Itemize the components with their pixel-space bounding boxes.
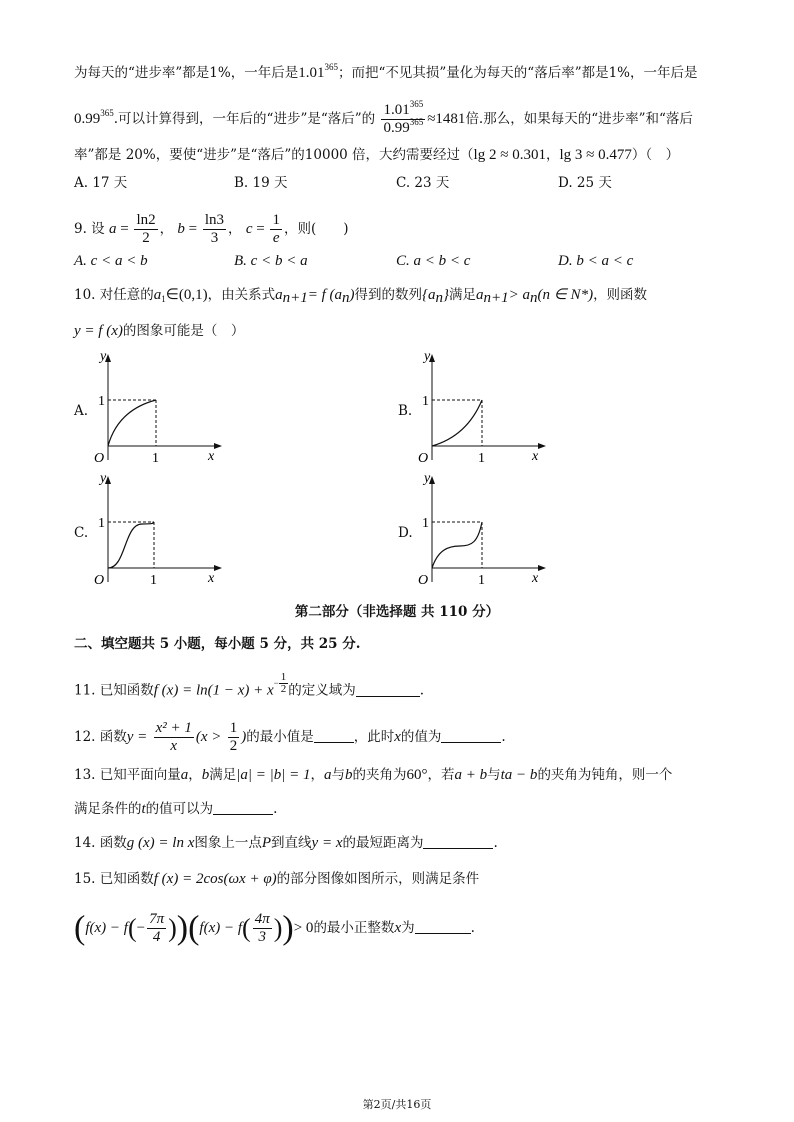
q8-option-c[interactable]: C. 23 天: [396, 175, 450, 191]
q13-line-1: 13. 已知平面向量a，b满足|a| = |b| = 1，a与b的夹角为60°，若a + b与ta − b的夹角为钝角，则一个: [74, 767, 673, 783]
axis-x-label: x: [208, 571, 215, 586]
q12-x-blank[interactable]: [441, 728, 501, 743]
q8-option-b[interactable]: B. 19 天: [234, 175, 288, 191]
q15-line-1: 15. 已知函数f (x) = 2cos(ωx + φ)的部分图像如图所示，则满足条件: [74, 871, 480, 887]
graph-b-label[interactable]: B.: [398, 403, 413, 419]
graph-d-label[interactable]: D.: [398, 525, 413, 541]
q11-answer-blank[interactable]: [356, 682, 420, 697]
lg3-value: lg 3 ≈ 0.477: [559, 147, 632, 163]
fraction-ln3: $\frac{\ln 3}{3}$: [204, 212, 225, 246]
graph-c: [88, 472, 228, 587]
tick-y-1: 1: [98, 516, 105, 531]
math-1-01: 1.01: [298, 65, 325, 81]
q13-line-2: 满足条件的t的值可以为 .: [74, 801, 278, 817]
exponent: 365: [100, 108, 114, 118]
q9-option-c[interactable]: C. a < b < c: [396, 253, 471, 269]
tick-x-1: 1: [478, 451, 485, 466]
q13-answer-blank[interactable]: [213, 800, 273, 815]
q10-line-2: y = f (x)的图象可能是（ ）: [74, 323, 245, 339]
ratio-fraction: $\frac{1.01^{365}}{0.99^{365}}$: [383, 99, 424, 136]
fraction-ln2: $\frac{\ln 2}{2}$: [136, 212, 156, 246]
exponent: 365: [324, 62, 338, 72]
q8-line-3: 率”都是 20%，要使“进步”是“落后”的10000 倍，大约需要经过（lg 2 ≈ 0.301，lg 3 ≈ 0.477）（ ）: [74, 147, 680, 163]
text: ，则( ): [283, 221, 349, 237]
text: 为每天的“进步率”都是1%，一年后是: [74, 65, 299, 81]
fraction-1e: $\frac{1}{e}$: [272, 212, 280, 246]
math-0-99: 0.99: [74, 111, 101, 127]
axis-x-label: x: [532, 571, 539, 586]
q10-line-1: 10. 对任意的$a_1\in(0,1)$，由关系式$a_{n+1}= f$ $(a_n)$得到的数列$\{a_n\}$满足$a_{n+1}> a_n(n$ ∈ N*)，则函数: [74, 287, 648, 306]
part-two-heading: 第二部分（非选择题 共 110 分）: [294, 604, 500, 620]
axis-x-label: x: [208, 449, 215, 464]
q8-option-d[interactable]: D. 25 天: [558, 175, 612, 191]
q12-line: 12. 函数y = $\frac{\text{x² + 1}}{x}$ (x > $\frac{1}{2}$ )的最小值是 ，此时x的值为 .: [74, 720, 506, 754]
tick-y-1: 1: [422, 516, 429, 531]
tick-x-1: 1: [150, 573, 157, 588]
section-two-heading: 二、填空题共 5 小题，每小题 5 分，共 25 分.: [74, 636, 361, 652]
page-footer: 第2页/共16页: [362, 1098, 432, 1111]
graph-c-label[interactable]: C.: [74, 525, 89, 541]
q12-min-blank[interactable]: [314, 728, 354, 743]
axis-x-label: x: [532, 449, 539, 464]
text: ；而把“不见其损”量化为每天的“落后率”都是1%，一年后是: [337, 65, 698, 81]
origin-label: O: [418, 573, 429, 588]
fraction-half: $\frac{1}{2}$: [229, 720, 238, 754]
q14-line: 14. 函数g (x) = ln x图象上一点P到直线y = x的最短距离为 .: [74, 835, 498, 851]
q11-line: 11. 已知函数f $(x) = \ln(1 - x) + x^{- \frac{1}{2}}$ 的定义域为 .: [74, 671, 425, 699]
approx-value: ≈1481: [427, 111, 466, 127]
graph-a-label[interactable]: A.: [74, 403, 89, 419]
text: 9. 设: [74, 221, 105, 237]
tick-x-1: 1: [478, 573, 485, 588]
q9-option-b[interactable]: B. c < b < a: [234, 253, 308, 269]
q9-line: 9. 设 a = $\frac{\ln 2}{2}$ ， b = $\frac{\ln 3}{3}$ ， c = $\frac{1}{e}$ ，则( ): [74, 212, 349, 246]
tick-x-1: 1: [152, 451, 159, 466]
fraction-4pi-3: $\frac{4\pi}{3}$: [254, 911, 270, 945]
q8-line-2: [74, 99, 693, 137]
q9-option-d[interactable]: D. b < a < c: [558, 253, 634, 269]
text: 倍.那么，如果每天的“进步率”和“落后: [465, 111, 693, 127]
graph-a: [88, 350, 228, 465]
fraction-7pi-4: $\frac{7\pi}{4}$: [149, 911, 165, 945]
text: 率”都是 20%，要使“进步”是“落后”的10000 倍，大约需要经过（: [74, 147, 474, 163]
axis-y-label: y: [100, 349, 107, 364]
q8-option-a[interactable]: A. 17 天: [74, 175, 128, 191]
axis-y-label: y: [424, 349, 431, 364]
origin-label: O: [94, 451, 105, 466]
axis-y-label: y: [100, 471, 107, 486]
text: ）（ ）: [631, 147, 680, 163]
q15-answer-blank[interactable]: [415, 919, 471, 934]
origin-label: O: [94, 573, 105, 588]
graph-d: [412, 472, 552, 587]
text: .可以计算得到，一年后的“进步”是“落后”的: [113, 111, 376, 127]
origin-label: O: [418, 451, 429, 466]
lg2-value: lg 2 ≈ 0.301: [473, 147, 546, 163]
graph-b: [412, 350, 552, 465]
q14-answer-blank[interactable]: [423, 834, 493, 849]
q8-line-1: [74, 64, 698, 82]
fraction-x2plus1-over-x: $\frac{\text{x² + 1}}{x}$: [155, 720, 192, 754]
tick-y-1: 1: [98, 394, 105, 409]
tick-y-1: 1: [422, 394, 429, 409]
axis-y-label: y: [424, 471, 431, 486]
q15-line-2: (f(x) − f(− $\frac{7\pi}{4}$ ))(f(x) − f( $\frac{4\pi}{3}$ ))> 0的最小正整数x为 .: [74, 909, 475, 947]
q9-option-a[interactable]: A. c < a < b: [74, 253, 148, 269]
